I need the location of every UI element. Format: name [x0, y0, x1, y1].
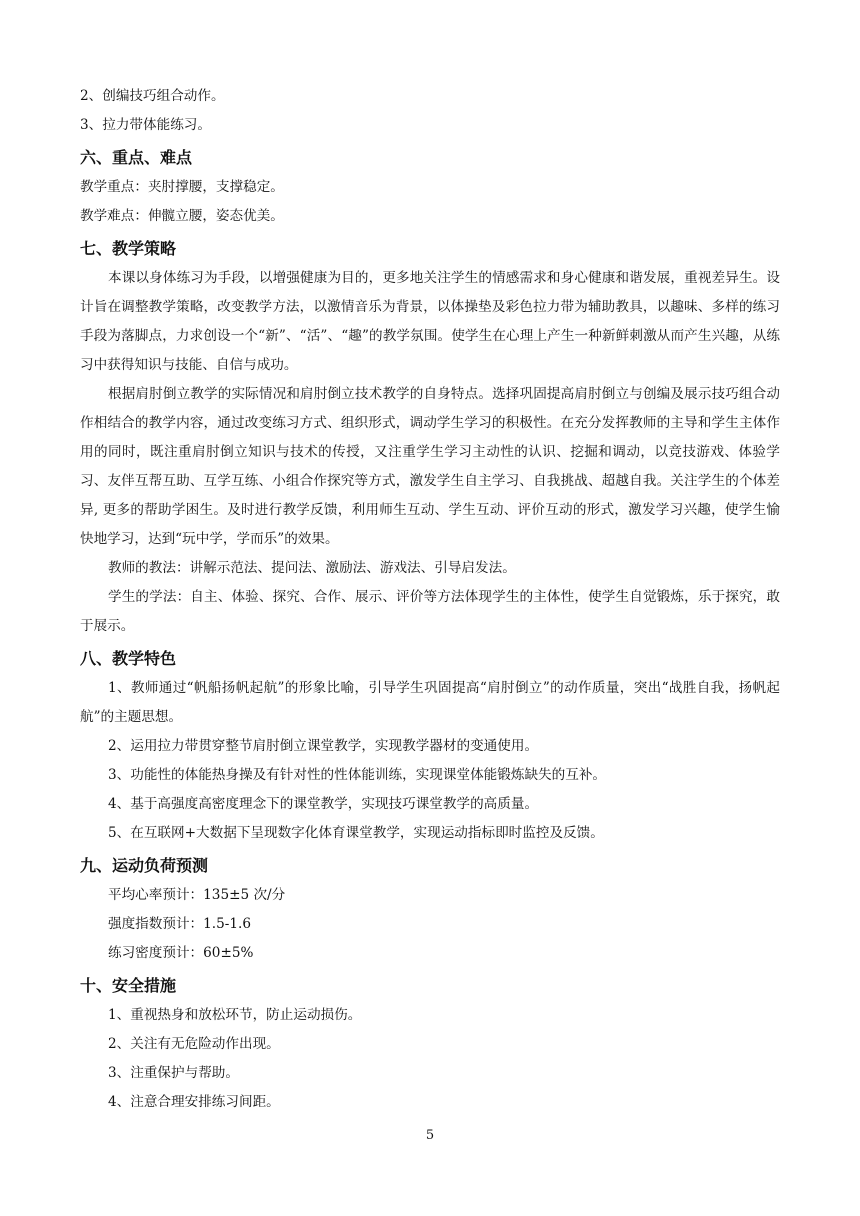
- feature-item: 2、运用拉力带贯穿整节肩肘倒立课堂教学，实现教学器材的变通使用。: [108, 738, 539, 754]
- feature-item: 1、教师通过“帆船扬帆起航”的形象比喻，引导学生巩固提高“肩肘倒立”的动作质量，突出“战胜自我，扬帆起航”的主题思想。: [80, 680, 780, 725]
- paragraph: 学生的学法：自主、体验、探究、合作、展示、评价等方法体现学生的主体性，使学生自觉锻炼，乐于探究，敢于展示。: [80, 589, 780, 634]
- section-heading-10: 十、安全措施: [80, 976, 177, 995]
- document-page: [80, 82, 780, 1117]
- density-line: 练习密度预计：60±5%: [108, 945, 254, 961]
- paragraph: 本课以身体练习为手段，以增强健康为目的，更多地关注学生的情感需求和身心健康和谐发展，重视差异生。设计旨在调整教学策略，改变教学方法，以激情音乐为背景，以体操垫及彩色拉力带为辅助教具，以趣味、多样的练习手段为落脚点，力求创设一个“新”、“活”、“趣”的教学氛围。使学生在心理上产生一种新鲜刺激从而产生兴趣，从练习中获得知识与技能、自信与成功。: [80, 270, 780, 373]
- section-heading-7: 七、教学策略: [80, 239, 177, 258]
- section-heading-6: 六、重点、难点: [80, 148, 193, 167]
- feature-item: 5、在互联网+大数据下呈现数字化体育课堂教学，实现运动指标即时监控及反馈。: [108, 825, 604, 841]
- section-heading-9: 九、运动负荷预测: [80, 856, 209, 875]
- feature-item: 4、基于高强度高密度理念下的课堂教学，实现技巧课堂教学的高质量。: [108, 796, 539, 812]
- section-heading-8: 八、教学特色: [80, 649, 177, 668]
- heart-rate-line: 平均心率预计：135±5 次/分: [108, 887, 286, 903]
- safety-item: 1、重视热身和放松环节，防止运动损伤。: [108, 1007, 362, 1023]
- feature-item: 3、功能性的体能热身操及有针对性的性体能训练，实现课堂体能锻炼缺失的互补。: [108, 767, 607, 783]
- key-point-line: 教学重点：夹肘撑腰，支撑稳定。: [80, 179, 284, 195]
- safety-item: 2、关注有无危险动作出现。: [108, 1036, 280, 1052]
- list-item: 2、创编技巧组合动作。: [80, 88, 225, 104]
- page-number: 5: [425, 1128, 435, 1143]
- safety-item: 3、注重保护与帮助。: [108, 1065, 239, 1081]
- intensity-line: 强度指数预计：1.5-1.6: [108, 916, 251, 932]
- difficulty-line: 教学难点：伸髋立腰，姿态优美。: [80, 208, 284, 224]
- safety-item: 4、注意合理安排练习间距。: [108, 1094, 280, 1110]
- list-item: 3、拉力带体能练习。: [80, 117, 211, 133]
- paragraph: 根据肩肘倒立教学的实际情况和肩肘倒立技术教学的自身特点。选择巩固提高肩肘倒立与创编及展示技巧组合动作相结合的教学内容，通过改变练习方式、组织形式，调动学生学习的积极性。在充分发挥教师的主导和学生主体作用的同时，既注重肩肘倒立知识与技术的传授，又注重学生学习主动性的认识、挖掘和调动，以竞技游戏、体验学习、友伴互帮互助、互学互练、小组合作探究等方式，激发学生自主学习、自我挑战、超越自我。关注学生的个体差异, 更多的帮助学困生。及时进行教学反馈，利用师生互动、学生互动、评价互动的形式，激发学习兴趣，使学生愉快地学习，达到“玩中学，学而乐”的效果。: [80, 386, 780, 547]
- paragraph: 教师的教法：讲解示范法、提问法、激励法、游戏法、引导启发法。: [108, 560, 516, 576]
